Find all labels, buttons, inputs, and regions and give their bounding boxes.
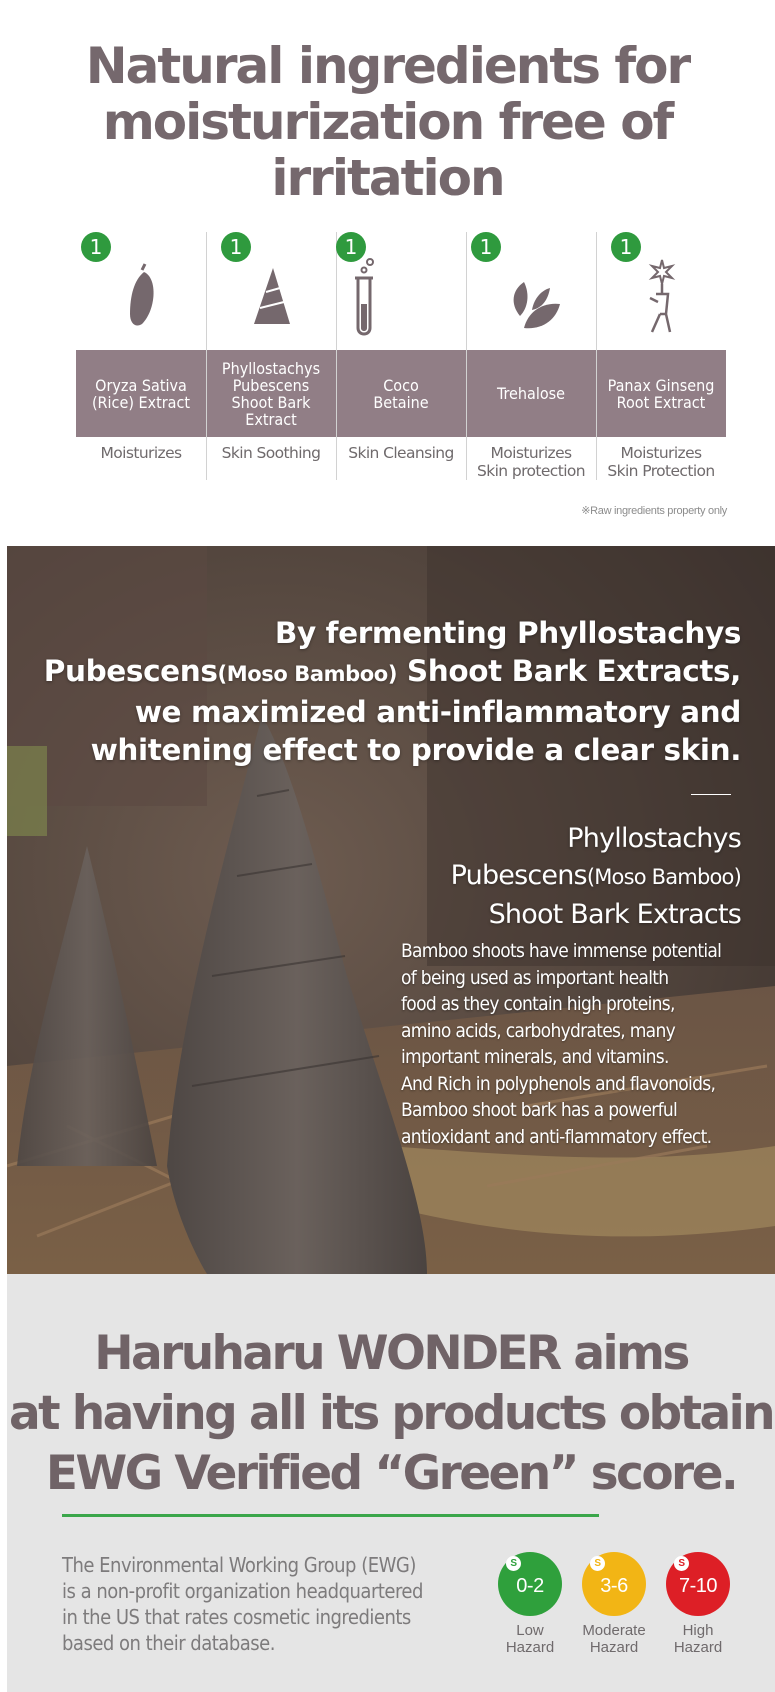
ewg-section	[7, 1274, 775, 1692]
headline-text: EWG Verified “Green”	[45, 1446, 577, 1501]
hazard-badge	[666, 1552, 730, 1616]
ewg-score-badge: 1	[336, 232, 366, 262]
description-line: amino acids, carbohydrates, many	[401, 1019, 675, 1042]
hazard-range: 7-10	[678, 1575, 718, 1597]
bamboo-section	[7, 546, 775, 1274]
description-line: antioxidant and anti-flammatory effect.	[401, 1125, 712, 1148]
description-line: food as they contain high proteins,	[401, 993, 675, 1015]
hazard-badge	[582, 1552, 646, 1616]
description-line: Bamboo shoots have immense potential	[401, 940, 722, 962]
ewg-logo-icon: S	[506, 1556, 521, 1571]
description-line: in the US that rates cosmetic ingredients	[62, 1605, 411, 1629]
hazard-label: High Hazard	[673, 1622, 723, 1656]
ewg-logo-icon: S	[674, 1556, 689, 1571]
ewg-headline	[7, 1324, 775, 1504]
hazard-label: Low Hazard	[505, 1622, 555, 1656]
leaves-icon	[502, 258, 572, 338]
description-line: is a non-profit organization headquartered	[62, 1579, 423, 1603]
headline-line: Haruharu WONDER aims	[94, 1326, 688, 1381]
divider-rule	[691, 794, 731, 795]
headline-line: moisturization free of irritation	[102, 93, 673, 207]
description-line: based on their database.	[62, 1631, 275, 1655]
headline-text: score.	[576, 1446, 737, 1501]
headline-text: Pubescens	[43, 654, 218, 688]
ingredient-column	[596, 232, 726, 480]
hazard-range: 0-2	[516, 1575, 544, 1597]
ewg-score-badge: 1	[221, 232, 251, 262]
ingredient-column	[336, 232, 466, 480]
ewg-score-badge: 1	[471, 232, 501, 262]
ingredient-property: Moisturizes Skin protection	[476, 444, 586, 480]
headline-line: at having all its products obtain	[9, 1386, 773, 1441]
bamboo-description	[401, 938, 741, 1150]
ewg-score-badge: 1	[81, 232, 111, 262]
ingredient-name: Phyllostachys Pubescens Shoot Bark Extract	[221, 358, 321, 429]
description-line: of being used as important health	[401, 966, 669, 989]
description-line: important minerals, and vitamins.	[401, 1046, 669, 1068]
ingredient-name: Panax Ginseng Root Extract	[607, 375, 715, 412]
ingredient-property: Moisturizes	[100, 444, 182, 462]
headline-line: Natural ingredients for	[85, 37, 690, 95]
description-line: Bamboo shoot bark has a powerful	[401, 1099, 678, 1121]
ingredient-name: Trehalose	[497, 384, 565, 403]
subheading-line: Phyllostachys	[567, 823, 741, 854]
headline-line: whitening effect to provide a clear skin.	[90, 733, 741, 767]
green-divider	[62, 1514, 599, 1517]
ingredient-columns	[76, 232, 726, 480]
ingredients-headline	[0, 38, 775, 206]
subheading-text: Pubescens	[450, 860, 587, 891]
headline-text: (Moso Bamboo)	[217, 662, 398, 686]
ginseng-root-icon	[626, 258, 696, 338]
ingredient-property: Skin Cleansing	[348, 444, 454, 462]
rice-grain-icon	[106, 258, 176, 338]
ingredient-property: Moisturizes Skin Protection	[607, 444, 715, 480]
ewg-description	[62, 1552, 482, 1656]
bamboo-shoot-icon	[236, 258, 306, 338]
ingredient-column	[466, 232, 596, 480]
subheading-text: (Moso Bamboo)	[586, 865, 741, 889]
ingredient-name: Oryza Sativa (Rice) Extract	[91, 375, 191, 412]
ingredient-column	[76, 232, 206, 480]
ingredient-column	[206, 232, 336, 480]
hazard-range: 3-6	[600, 1575, 628, 1597]
ingredient-name: Coco Betaine	[373, 375, 429, 412]
headline-line: we maximized anti-inflammatory and	[134, 695, 741, 729]
description-line: The Environmental Working Group (EWG)	[62, 1553, 416, 1577]
bamboo-subheading	[341, 820, 741, 933]
bamboo-headline	[7, 614, 741, 769]
hazard-badge	[498, 1552, 562, 1616]
ewg-logo-icon: S	[590, 1556, 605, 1571]
test-tube-icon	[334, 258, 404, 338]
ingredients-section	[0, 0, 775, 546]
headline-line: By fermenting Phyllostachys	[274, 616, 741, 650]
subheading-line: Shoot Bark Extracts	[488, 899, 741, 930]
description-line: And Rich in polyphenols and flavonoids,	[401, 1072, 716, 1095]
ewg-score-badge: 1	[611, 232, 641, 262]
ingredient-property: Skin Soothing	[221, 444, 321, 462]
hazard-label: Moderate Hazard	[582, 1622, 646, 1656]
headline-text: Shoot Bark Extracts,	[397, 654, 741, 688]
footnote: ※Raw ingredients property only	[581, 505, 727, 517]
